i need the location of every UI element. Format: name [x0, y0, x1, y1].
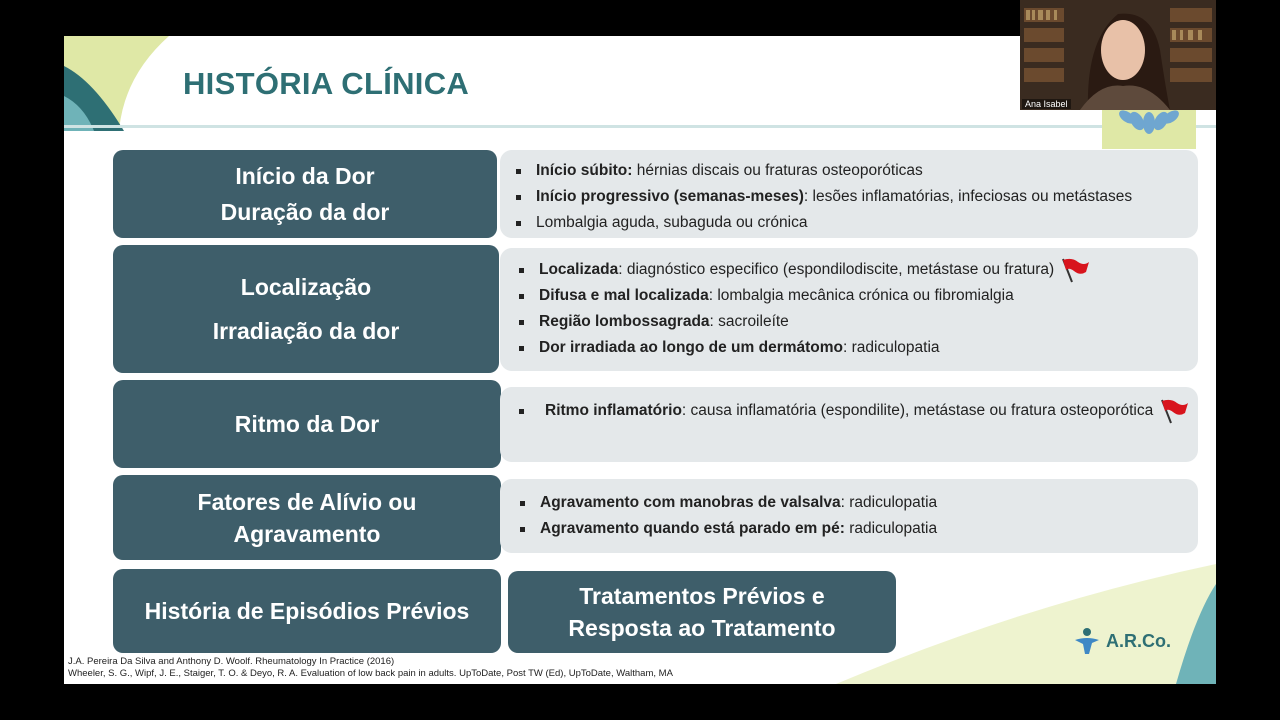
participant-video [1020, 0, 1216, 110]
list-item: Lombalgia aguda, subaguda ou crónica [510, 210, 1198, 236]
section-label-line: Agravamento [233, 520, 381, 547]
section-label-line: Fatores de Alívio ou [197, 488, 417, 515]
details-box-rhythm [500, 387, 1198, 462]
section-label-line: Ritmo da Dor [234, 410, 380, 437]
list-item: Agravamento quando está parado em pé: radiculopatia [514, 516, 1198, 542]
participant-name: Ana Isabel [1022, 99, 1071, 109]
section-box-onset [113, 150, 497, 238]
box-label: História de Episódios Prévios [144, 597, 470, 624]
decorative-shape-top-left [64, 36, 184, 131]
references [68, 656, 673, 680]
flower-icon [1102, 109, 1196, 149]
slide-title: HISTÓRIA CLÍNICA [183, 66, 470, 101]
list-item: Agravamento com manobras de valsalva: radiculopatia [514, 490, 1198, 516]
section-label-line: Localização [240, 274, 372, 300]
decorative-flower-box [1102, 109, 1196, 149]
red-flag-icon [1159, 398, 1189, 424]
details-box-location [500, 248, 1198, 371]
reference-line: Wheeler, S. G., Wipf, J. E., Staiger, T. O. & Deyo, R. A. Evaluation of low back pain in adults. UpToDate, Post TW (Ed), UpToDate, Waltham, MA [68, 668, 673, 679]
logo-text: A.R.Co. [1106, 630, 1171, 651]
list-item: Localizada: diagnóstico especifico (espondilodiscite, metástase ou fratura) [513, 257, 1198, 283]
reference-line: J.A. Pereira Da Silva and Anthony D. Woolf. Rheumatology In Practice (2016) [68, 656, 395, 667]
list-item: Ritmo inflamatório: causa inflamatória (espondilite), metástase ou fratura osteoporótica [513, 398, 1192, 424]
section-box-location [113, 245, 499, 373]
webcam-video-tile[interactable] [1020, 0, 1216, 110]
section-label-line: Irradiação da dor [212, 318, 400, 344]
title-divider [64, 125, 1216, 128]
presentation-slide [64, 36, 1216, 684]
details-box-onset [500, 150, 1198, 238]
list-item: Dor irradiada ao longo de um dermátomo: radiculopatia [513, 335, 1198, 361]
list-item: Região lombossagrada: sacroileíte [513, 309, 1198, 335]
section-box-rhythm [113, 380, 501, 468]
section-label-line: Início da Dor [235, 163, 375, 189]
list-item: Início progressivo (semanas-meses): lesões inflamatórias, infeciosas ou metástases [510, 184, 1198, 210]
previous-episodes-box [113, 569, 501, 653]
list-item: Difusa e mal localizada: lombalgia mecânica crónica ou fibromialgia [513, 283, 1198, 309]
box-label: Tratamentos Prévios e Resposta ao Tratamento [568, 583, 836, 641]
logo-figure-icon [1072, 626, 1102, 656]
list-item: Início súbito: hérnias discais ou fraturas osteoporóticas [510, 158, 1198, 184]
arco-logo [1072, 626, 1171, 656]
section-box-relief-factors [113, 475, 501, 560]
section-label-line: Duração da dor [220, 199, 390, 225]
red-flag-icon [1060, 257, 1090, 283]
